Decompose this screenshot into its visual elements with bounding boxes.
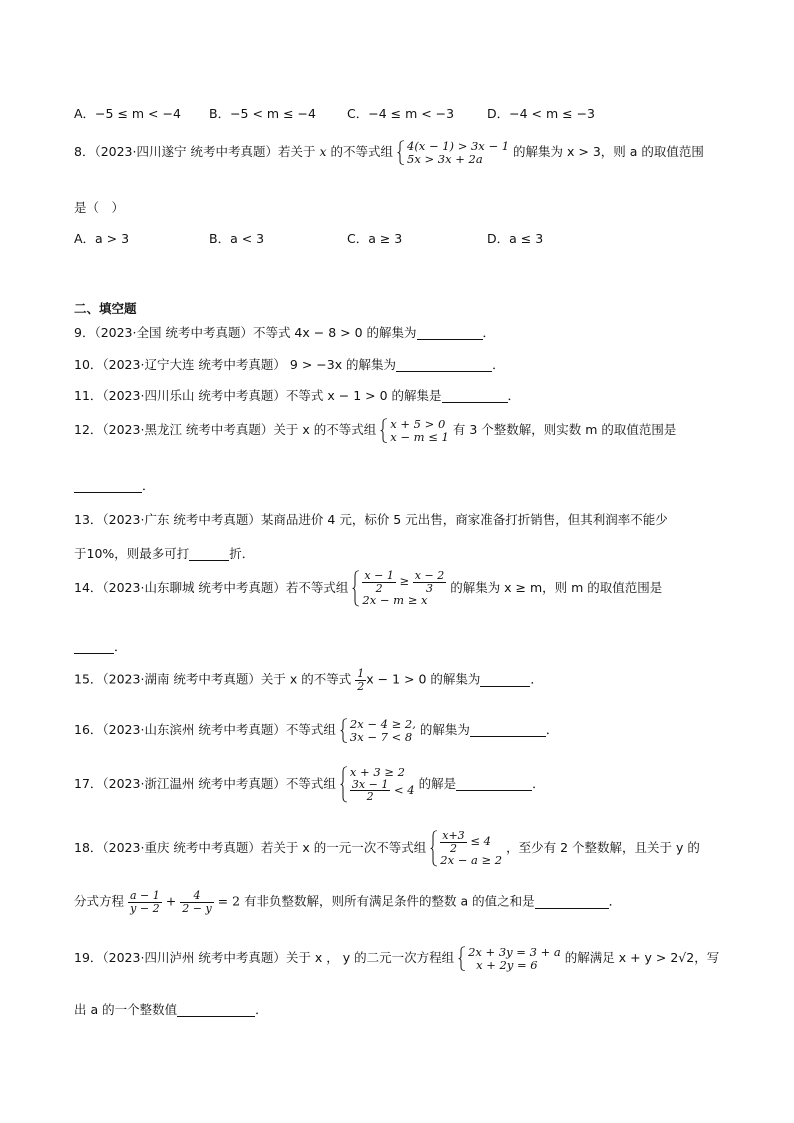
q13-line2 xyxy=(74,544,254,562)
q14-row2: 2x − m ≥ x xyxy=(362,593,428,608)
question-13: 13．（2023·广东 统考中考真题）某商品进价 4 元，标价 5 元出售，商家准备打折销售，但其利润率不能少 xyxy=(74,512,668,527)
equals: = 2 xyxy=(217,893,241,909)
denominator: 2 xyxy=(375,581,383,595)
fraction xyxy=(440,830,466,854)
denominator: y − 2 xyxy=(130,901,160,915)
fraction xyxy=(350,779,390,803)
period: ． xyxy=(530,671,543,687)
q16-prefix: 16．（2023·山东滨州 统考中考真题）不等式组 xyxy=(74,722,336,738)
q14-suffix: 的解集为 x ≥ m，则 m 的取值范围是 xyxy=(450,579,663,595)
q13-line2b: 折． xyxy=(229,546,255,561)
answer-blank[interactable] xyxy=(177,1002,255,1017)
q12-suffix: 有 3 个整数解，则实数 m 的取值范围是 xyxy=(452,422,677,438)
period: ． xyxy=(255,1002,268,1017)
numerator: 3x − 1 xyxy=(351,777,389,791)
q8-continuation: 是（ ） xyxy=(74,200,125,215)
numerator: 1 xyxy=(357,667,365,680)
q15-rest: x − 1 > 0 的解集为 xyxy=(366,671,481,687)
q19-system xyxy=(458,946,561,971)
q19-line2a: 出 a 的一个整数值 xyxy=(74,1002,178,1017)
denominator: 2 xyxy=(366,790,374,804)
q16-suffix: 的解集为 xyxy=(419,722,470,738)
brace-icon xyxy=(430,830,438,867)
q12-row1: x + 5 > 0 xyxy=(390,417,446,431)
q8-option-d: D．a ≤ 3 xyxy=(487,231,544,246)
q12-system xyxy=(380,418,449,443)
fraction xyxy=(180,890,213,914)
q7-option-d: D．−4 < m ≤ −3 xyxy=(487,106,595,121)
q18-line2b: 有非负整数解，则所有满足条件的整数 a 的值之和是 xyxy=(244,893,535,909)
q16-system xyxy=(340,718,416,743)
period: ． xyxy=(545,722,559,738)
question-12 xyxy=(74,418,676,443)
q12-prefix: 12．（2023·黑龙江 统考中考真题）关于 x 的不等式组 xyxy=(74,422,377,438)
answer-blank[interactable] xyxy=(480,672,530,687)
answer-blank[interactable] xyxy=(74,639,114,654)
q19-line2 xyxy=(74,1000,268,1018)
q18-prefix: 18．（2023·重庆 统考中考真题）若关于 x 的一元一次不等式组 xyxy=(74,839,427,855)
q19-row1: 2x + 3y = 3 + a xyxy=(468,945,561,959)
question-10 xyxy=(74,355,505,373)
q13-line2a: 于10%，则最多可打 xyxy=(74,546,190,561)
q12-row2: x − m ≤ 1 xyxy=(390,429,449,444)
relation: ≤ 4 xyxy=(470,834,491,849)
question-9 xyxy=(74,323,495,341)
q8-row1: 4(x − 1) > 3x − 1 xyxy=(407,139,510,153)
period: ． xyxy=(142,478,155,493)
q18-row2: 2x − a ≥ 2 xyxy=(440,853,503,868)
answer-blank[interactable] xyxy=(417,325,483,340)
answer-blank[interactable] xyxy=(470,722,546,737)
question-11 xyxy=(74,386,520,404)
question-18 xyxy=(74,830,700,867)
brace-icon xyxy=(340,718,348,743)
period: ． xyxy=(114,639,127,654)
period: ． xyxy=(507,388,521,403)
q18-system xyxy=(430,830,502,867)
q14-row1 xyxy=(362,570,446,594)
q8-row2: 5x > 3x + 2a xyxy=(407,151,483,166)
relation: < 4 xyxy=(393,782,415,797)
q17-row1: x + 3 ≥ 2 xyxy=(349,765,405,779)
q7-option-a: A．−5 ≤ m < −4 xyxy=(74,106,181,121)
q18-suffix: ，至少有 2 个整数解，且关于 y 的 xyxy=(506,839,700,855)
q14-prefix: 14．（2023·山东聊城 统考中考真题）若不等式组 xyxy=(74,579,349,595)
period: ． xyxy=(482,325,496,340)
question-14 xyxy=(74,570,662,607)
answer-blank[interactable] xyxy=(396,357,492,372)
numerator: x+3 xyxy=(442,829,465,842)
q14-answer-line xyxy=(74,637,127,655)
q19-prefix: 19．（2023·四川泸州 统考中考真题）关于 x ， y 的二元一次方程组 xyxy=(74,950,455,966)
question-17 xyxy=(74,766,545,803)
period: ． xyxy=(608,893,622,909)
relation: ≥ xyxy=(399,574,410,589)
fraction xyxy=(355,668,366,692)
q8-suffix: 的解集为 x > 3，则 a 的取值范围 xyxy=(513,144,704,160)
q18-row1 xyxy=(440,830,502,854)
fraction xyxy=(128,890,162,914)
q18-line2 xyxy=(74,890,621,914)
brace-icon xyxy=(340,766,348,803)
numerator: x − 2 xyxy=(414,569,445,582)
brace-icon xyxy=(397,140,405,165)
numerator: x − 1 xyxy=(364,569,394,582)
q19-row2: x + 2y = 6 xyxy=(476,957,538,972)
plus-sign: + xyxy=(165,893,177,909)
q7-option-b: B．−5 < m ≤ −4 xyxy=(209,106,316,121)
answer-blank[interactable] xyxy=(456,776,532,791)
numerator: 4 xyxy=(180,890,213,903)
denominator: 3 xyxy=(425,581,433,595)
q8-option-b: B．a < 3 xyxy=(209,231,265,246)
denominator: 2 xyxy=(449,841,457,855)
brace-icon xyxy=(380,418,388,443)
section-title-fill-blank: 二、填空题 xyxy=(74,301,137,316)
q11-text: 11．（2023·四川乐山 统考中考真题）不等式 x − 1 > 0 的解集是 xyxy=(74,388,442,403)
q17-system xyxy=(340,766,415,803)
answer-blank[interactable] xyxy=(535,894,609,909)
answer-blank[interactable] xyxy=(442,388,508,403)
q8-option-c: C．a ≥ 3 xyxy=(347,231,403,246)
q12-answer-line xyxy=(74,476,155,494)
q8-prefix: 8．（2023·四川遂宁 统考中考真题）若关于 xyxy=(74,144,316,160)
q14-system xyxy=(352,570,446,607)
denominator: 2 − y xyxy=(182,901,212,915)
question-8: 8．（2023·四川遂宁 统考中考真题）若关于 x 的不等式组 4(x − 1) > 3x − 1 5x > 3x + 2a 的解集为 x > 3，则 a 的取值范围 xyxy=(74,139,704,166)
period: ． xyxy=(492,357,505,372)
question-16 xyxy=(74,718,558,743)
answer-blank[interactable] xyxy=(74,478,142,493)
numerator: a − 1 xyxy=(130,889,160,902)
q9-text: 9．（2023·全国 统考中考真题）不等式 4x − 8 > 0 的解集为 xyxy=(74,325,417,340)
q16-row2: 3x − 7 < 8 xyxy=(349,729,413,744)
q19-suffix: 的解满足 x + y > 2√2，写 xyxy=(564,950,720,966)
q17-suffix: 的解是 xyxy=(418,775,457,791)
fraction xyxy=(362,570,395,594)
q8-mid: 的不等式组 xyxy=(330,144,394,160)
brace-icon xyxy=(352,570,360,607)
question-15 xyxy=(74,668,543,692)
q17-row2 xyxy=(350,779,415,803)
q8-option-a: A．a > 3 xyxy=(74,231,130,246)
q16-row1: 2x − 4 ≥ 2, xyxy=(349,717,416,731)
denominator: 2 xyxy=(357,679,365,693)
period: ． xyxy=(532,775,545,791)
answer-blank[interactable] xyxy=(189,546,229,561)
q17-prefix: 17．（2023·浙江温州 统考中考真题）不等式组 xyxy=(74,775,336,791)
brace-icon xyxy=(458,946,466,971)
q18-line2a: 分式方程 xyxy=(74,893,125,909)
q8-system xyxy=(397,140,509,165)
question-19 xyxy=(74,946,719,971)
q15-prefix: 15．（2023·湖南 统考中考真题）关于 x 的不等式 xyxy=(74,671,352,687)
q7-option-c: C．−4 ≤ m < −3 xyxy=(347,106,455,121)
q10-text: 10．（2023·辽宁大连 统考中考真题） 9 > −3x 的解集为 xyxy=(74,357,397,372)
fraction xyxy=(413,570,446,594)
